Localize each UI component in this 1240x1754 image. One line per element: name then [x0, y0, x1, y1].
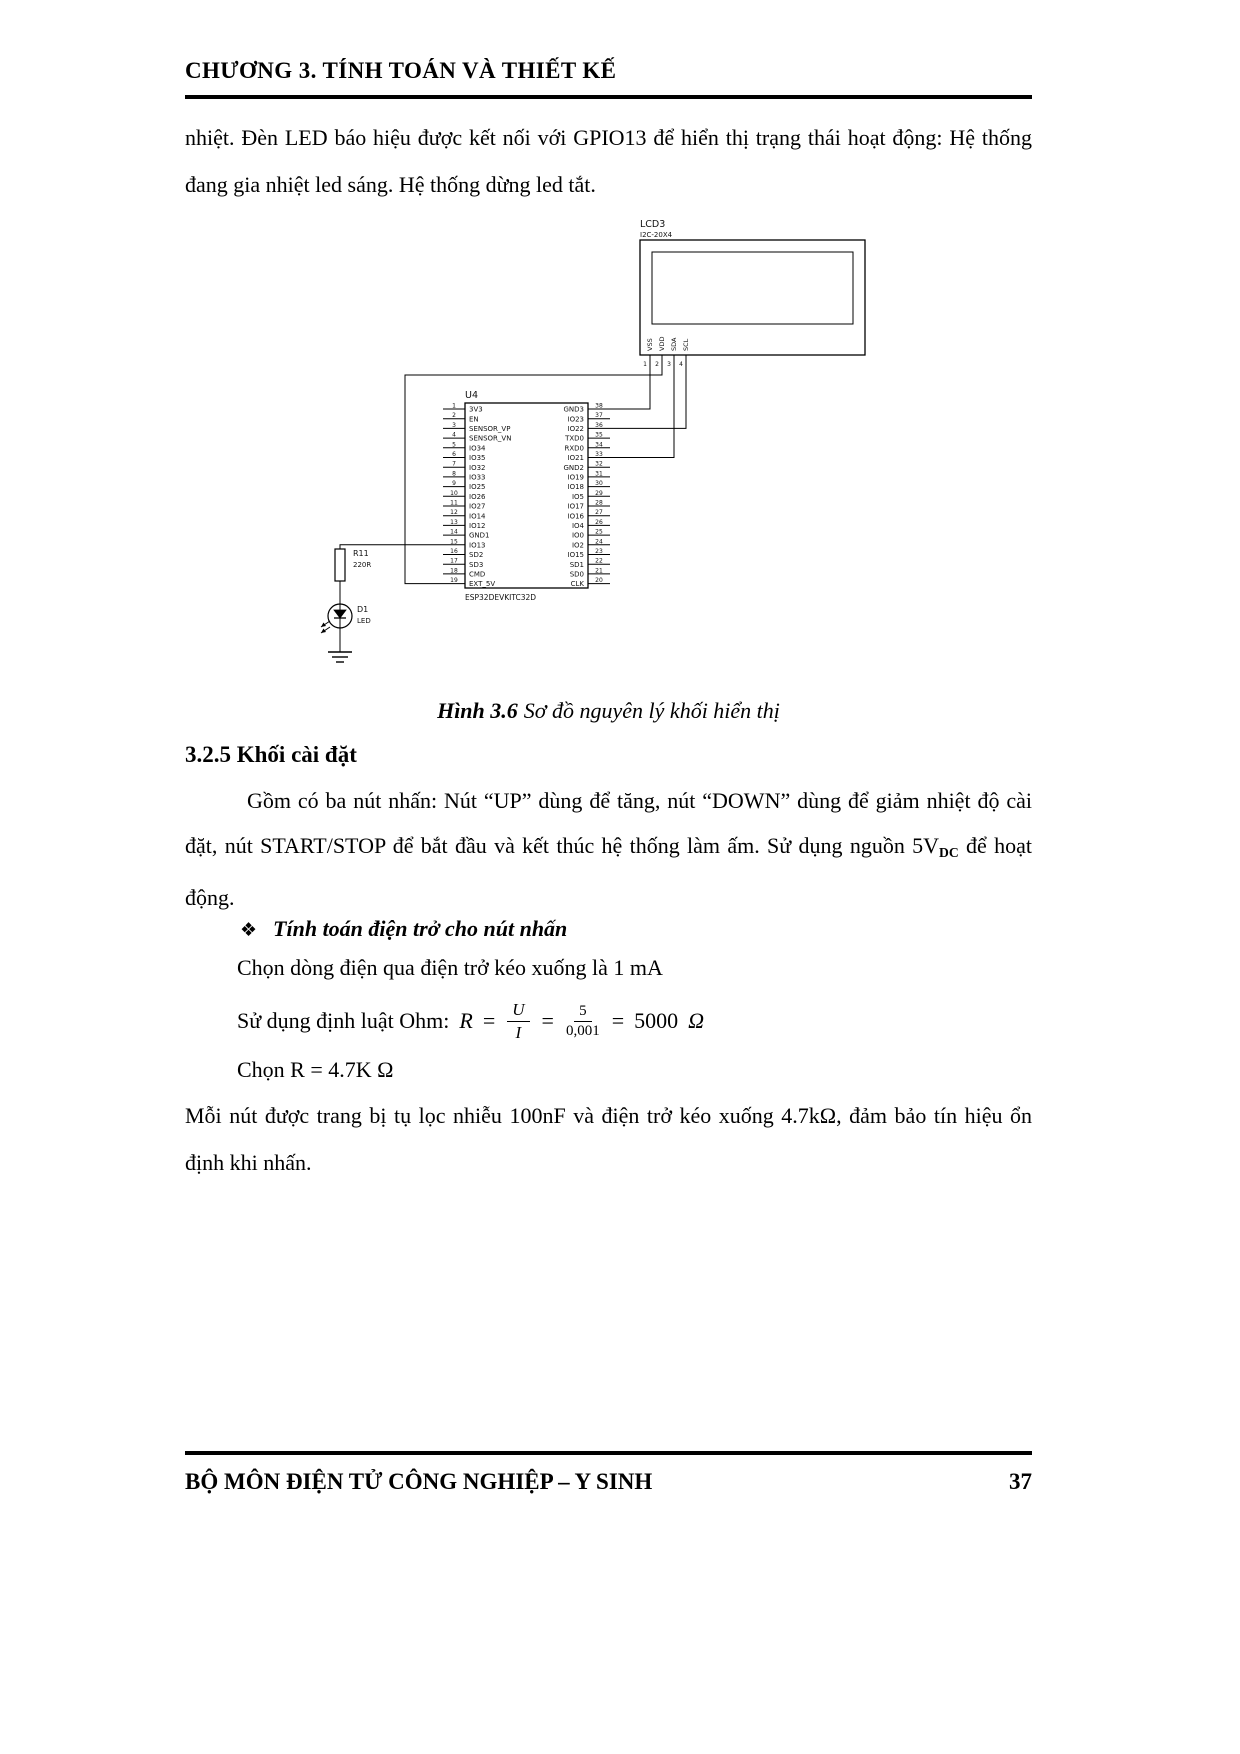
mcu-left-pin-number: 10 — [450, 489, 458, 497]
mcu-right-pin-name: GND3 — [563, 405, 584, 414]
wires — [340, 355, 686, 652]
mcu-part-label: ESP32DEVKITC32D — [465, 593, 537, 602]
mcu-right-pin-number: 38 — [595, 402, 603, 410]
mcu-right-pin-number: 28 — [595, 499, 603, 507]
ohm-formula — [237, 992, 704, 1050]
mcu-right-pin-name: GND2 — [563, 463, 584, 472]
figure-label: Hình 3.6 — [437, 698, 518, 723]
lcd-pin-name: VSS — [646, 338, 654, 351]
mcu-right-pin-name: TXD0 — [565, 434, 584, 443]
mcu-right-pin-name: IO2 — [571, 541, 584, 550]
led-ref-label: D1 — [357, 605, 369, 614]
mcu-left-pin-name: SENSOR_VN — [469, 434, 512, 443]
mcu-right-pin-number: 33 — [595, 451, 603, 458]
mcu-left-pin-number: 5 — [452, 441, 456, 449]
resistor — [335, 549, 371, 581]
section-heading: 3.2.5 Khối cài đặt — [185, 742, 357, 767]
mcu-right-pin-number: 31 — [595, 470, 603, 478]
lcd-pin-name: SCL — [682, 338, 690, 351]
mcu-left-pin-name: EXT_5V — [469, 580, 496, 589]
schematic-figure — [300, 205, 900, 675]
diamond-bullet-icon: ❖ — [240, 919, 258, 941]
mcu-left-pin-name: IO12 — [469, 522, 486, 530]
current-choice-line: Chọn dòng điện qua điện trở kéo xuống là 1 mA — [237, 955, 663, 980]
mcu-left-pin-number: 18 — [450, 567, 458, 575]
chapter-title: CHƯƠNG 3. TÍNH TOÁN VÀ THIẾT KẾ — [185, 58, 617, 83]
mcu-right-pin-name: SD0 — [569, 570, 584, 579]
mcu-left-pin-name: IO26 — [469, 492, 486, 501]
lcd-pin-number: 4 — [679, 361, 683, 368]
mcu-right-pin-number: 27 — [595, 509, 603, 517]
mcu-right-pin-number: 35 — [595, 431, 603, 439]
mcu-left-pin-name: IO25 — [469, 483, 486, 492]
wire-sda-io21 — [610, 355, 674, 458]
lcd-screen — [652, 252, 853, 324]
mcu-left-pin-name: GND1 — [469, 531, 490, 540]
mcu-right-pin-name: IO23 — [567, 415, 584, 424]
mcu-left-pin-name: IO27 — [469, 502, 486, 511]
mcu-left-pin-number: 3 — [452, 421, 456, 429]
mcu-right-pin-name: IO21 — [567, 454, 584, 463]
paragraph-debounce: Mỗi nút được trang bị tụ lọc nhiễu 100nF và điện trở kéo xuống 4.7kΩ, đảm bảo tín hiệu ổn định khi nhấn. — [185, 1103, 1032, 1175]
mcu-right-pin-name: IO18 — [567, 483, 584, 492]
fraction-numerator: 5 — [574, 1002, 592, 1022]
wire-vdd-ext5v — [405, 355, 662, 584]
mcu-right-pin-number: 36 — [595, 421, 603, 429]
lcd-pin-number: 1 — [643, 361, 647, 368]
mcu-left-pin-number: 19 — [450, 577, 458, 585]
resistor-ref-label: R11 — [353, 549, 369, 558]
mcu-left-pin-number: 17 — [450, 557, 458, 565]
mcu-right-pin-name: IO15 — [567, 551, 584, 560]
mcu-left-pin-number: 14 — [450, 528, 458, 536]
mcu-right-pin-number: 34 — [595, 441, 603, 449]
led-value-label: LED — [357, 617, 371, 625]
footer-department: BỘ MÔN ĐIỆN TỬ CÔNG NGHIỆP – Y SINH — [185, 1469, 653, 1494]
mcu-right-pin-name: IO16 — [567, 512, 584, 521]
page-number: 37 — [1009, 1469, 1032, 1494]
resistor-choice-line: Chọn R = 4.7K Ω — [237, 1057, 394, 1082]
fraction-numerator: U — [507, 999, 529, 1021]
paragraph-led-status: nhiệt. Đèn LED báo hiệu được kết nối với GPIO13 để hiển thị trạng thái hoạt động: Hệ thống đang gia nhiệt led sáng. Hệ thống dừng led tắt. — [185, 125, 1032, 197]
mcu-pins — [443, 403, 610, 589]
mcu-right-pin-number: 30 — [595, 480, 603, 488]
lcd-ref-label: LCD3 — [640, 219, 666, 230]
bullet-heading — [240, 916, 567, 942]
mcu-left-pin-name: IO32 — [469, 463, 486, 472]
bullet-title: Tính toán điện trở cho nút nhấn — [273, 916, 568, 941]
lcd-pin-name: SDA — [670, 337, 678, 351]
mcu-left-pin-name: SENSOR_VP — [469, 425, 511, 433]
mcu-right-pin-number: 23 — [595, 548, 603, 555]
mcu-left-pin-name: SD2 — [469, 551, 484, 560]
mcu-left-pin-name: 3V3 — [469, 405, 483, 414]
mcu-right-pin-name: IO19 — [567, 473, 584, 482]
mcu-right-pin-number: 26 — [595, 518, 603, 526]
figure-caption — [185, 698, 1032, 724]
mcu-left-pin-number: 13 — [450, 518, 458, 526]
mcu-right-pin-number: 32 — [595, 460, 603, 468]
subscript-dc: DC — [939, 845, 959, 860]
mcu-right-pin-number: 22 — [595, 557, 603, 565]
formula-eq3: = — [611, 1008, 625, 1033]
mcu-left-pin-number: 2 — [452, 412, 456, 420]
mcu-left-pin-name: IO35 — [469, 454, 486, 463]
mcu-right-pin-name: IO22 — [567, 425, 584, 433]
mcu-left-pin-number: 7 — [452, 460, 456, 468]
mcu-right-pin-number: 21 — [595, 567, 603, 575]
mcu-right-pin-number: 25 — [595, 528, 603, 536]
page-header — [185, 58, 1032, 99]
mcu-left-pin-number: 9 — [452, 480, 456, 488]
fraction-5-over-0001 — [566, 1002, 600, 1041]
formula-eq2: = — [541, 1008, 554, 1033]
page-footer — [185, 1451, 1032, 1495]
led-emission-arrows — [321, 621, 330, 633]
omega-symbol: Ω — [688, 1008, 705, 1033]
wire-scl-io22 — [610, 355, 686, 428]
fraction-denominator: I — [515, 1022, 522, 1042]
lcd-subtitle-label: I2C-20X4 — [640, 231, 673, 239]
mcu-right-pin-name: CLK — [570, 580, 584, 589]
led-diode-triangle — [334, 610, 346, 618]
lcd-pin-number: 3 — [667, 361, 671, 368]
paragraph-buttons — [185, 778, 1032, 920]
lcd-pin-number: 2 — [655, 361, 659, 368]
paragraph-buttons-text: Gồm có ba nút nhấn: Nút “UP” dùng để tăng, nút “DOWN” dùng để giảm nhiệt độ cài đặt, nút START/STOP để bắt đầu và kết thúc hệ thống làm ấm. Sử dụng nguồn 5V — [185, 788, 1032, 858]
mcu-right-pin-number: 20 — [595, 577, 603, 585]
mcu-right-pin-number: 24 — [595, 538, 603, 546]
led — [321, 604, 371, 633]
mcu-left-pin-name: CMD — [469, 570, 486, 579]
mcu-right-pin-number: 37 — [595, 412, 603, 420]
mcu-left-pin-number: 12 — [450, 509, 458, 517]
mcu-left-pin-name: EN — [469, 415, 479, 424]
formula-lead: Sử dụng định luật Ohm: — [237, 1008, 450, 1033]
mcu-left-pin-name: IO34 — [469, 444, 486, 453]
fraction-u-over-i — [507, 999, 529, 1043]
fraction-denominator: 0,001 — [565, 1022, 600, 1039]
mcu-left-pin-name: IO14 — [469, 512, 486, 521]
mcu-right-pin-number: 29 — [595, 489, 603, 497]
lcd-module — [640, 219, 865, 368]
formula-lhs: R — [459, 1008, 473, 1033]
mcu-left-pin-number: 11 — [450, 499, 458, 507]
formula-result: 5000 — [634, 1008, 679, 1033]
mcu-ref-label: U4 — [465, 390, 478, 401]
mcu-left-pin-number: 6 — [452, 451, 456, 458]
mcu-left-pin-number: 15 — [450, 538, 458, 546]
resistor-body — [335, 549, 345, 581]
mcu-left-pin-name: IO33 — [469, 473, 486, 482]
mcu-left-pin-number: 16 — [450, 548, 458, 555]
mcu-right-pin-name: IO0 — [571, 531, 584, 540]
mcu-left-pin-number: 8 — [452, 470, 456, 478]
mcu-right-pin-name: IO17 — [567, 502, 584, 511]
figure-caption-text: Sơ đồ nguyên lý khối hiển thị — [523, 698, 780, 723]
mcu-right-pin-name: RXD0 — [564, 444, 584, 453]
lcd-pin-name: VDD — [658, 336, 666, 351]
ground-icon — [328, 652, 352, 662]
paragraph-buttons-tail: để hoạt động. — [185, 833, 1032, 910]
mcu-right-pin-name: SD1 — [569, 560, 584, 569]
resistor-value-label: 220R — [353, 561, 372, 569]
mcu-left-pin-number: 1 — [452, 402, 456, 410]
formula-eq1: = — [482, 1008, 496, 1033]
mcu-left-pin-number: 4 — [452, 431, 456, 439]
mcu-right-pin-name: IO4 — [571, 522, 584, 530]
mcu-left-pin-name: IO13 — [469, 541, 486, 550]
mcu — [443, 390, 610, 602]
mcu-left-pin-name: SD3 — [469, 560, 484, 569]
mcu-right-pin-name: IO5 — [571, 492, 584, 501]
